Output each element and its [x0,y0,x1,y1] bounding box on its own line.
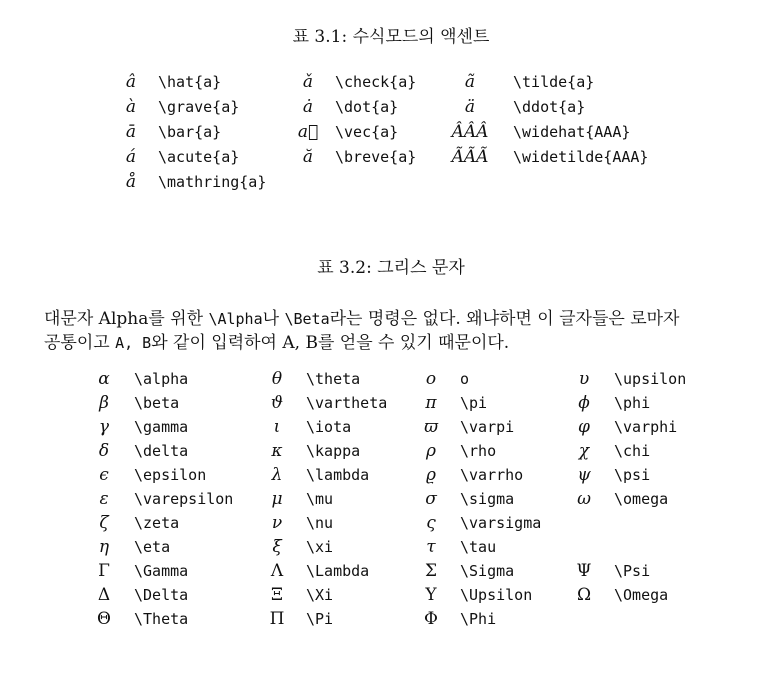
latex-command: \widetilde{AAA} [513,148,649,166]
math-symbol: ã [464,72,476,92]
math-symbol: κ [271,441,283,461]
table-row [0,171,782,193]
latex-command: \rho [460,442,497,460]
math-symbol: δ [98,441,110,461]
latex-command: \eta [134,538,171,556]
latex-command: \Phi [460,610,497,628]
latex-command: \dot{a} [335,98,399,116]
latex-command: \pi [460,394,488,412]
latex-command: \beta [134,394,180,412]
math-symbol: γ [98,417,110,437]
math-symbol: å [125,172,137,192]
paragraph-text: 라는 명령은 없다. 왜냐하면 이 글자들은 로마자 [329,309,680,329]
latex-command: \mathring{a} [158,173,267,191]
latex-command: \vartheta [306,394,388,412]
paragraph-code: \Beta [284,310,330,328]
table-row [0,608,782,630]
latex-command: \varepsilon [134,490,234,508]
math-symbol: λ [271,465,283,485]
math-symbol: ϱ [426,465,436,485]
latex-command: \Xi [306,586,334,604]
math-symbol: ϖ [424,417,438,437]
math-symbol: Δ [97,585,111,605]
math-symbol: a⃗ [297,122,319,142]
math-symbol: σ [425,489,437,509]
table-row [0,71,782,93]
latex-command: \Sigma [460,562,515,580]
latex-command: \Gamma [134,562,189,580]
latex-command: \varphi [614,418,678,436]
latex-command: \Upsilon [460,586,533,604]
paragraph [44,307,744,355]
math-symbol: μ [271,489,283,509]
paragraph-code: \Alpha [208,310,263,328]
latex-command: \upsilon [614,370,687,388]
latex-command: \epsilon [134,466,207,484]
latex-command: \tilde{a} [513,73,595,91]
latex-command: \alpha [134,370,189,388]
latex-command: \Pi [306,610,334,628]
math-symbol: χ [578,441,590,461]
math-symbol: Π [269,609,285,629]
latex-command: \ddot{a} [513,98,586,116]
math-symbol: Σ [424,561,438,581]
math-symbol: ψ [577,465,591,485]
math-symbol: η [98,537,110,557]
table-row [0,416,782,438]
latex-command: \varsigma [460,514,542,532]
paragraph-text: 와 같이 입력하여 A, B를 얻을 수 있기 때문이다. [151,333,510,353]
table-row [0,440,782,462]
latex-command: \xi [306,538,334,556]
table-row [0,368,782,390]
math-symbol: ω [577,489,591,509]
latex-command: \Theta [134,610,189,628]
latex-command: \Lambda [306,562,370,580]
math-symbol: ι [273,417,281,437]
latex-command: \hat{a} [158,73,222,91]
table-row [0,488,782,510]
latex-command: \breve{a} [335,148,417,166]
latex-command: \vec{a} [335,123,399,141]
latex-command: \lambda [306,466,370,484]
table-row [0,584,782,606]
latex-command: \tau [460,538,497,556]
latex-command: \gamma [134,418,189,436]
math-symbol: ν [271,513,283,533]
latex-command: \nu [306,514,334,532]
table-row [0,146,782,168]
math-symbol: á [125,147,137,167]
math-symbol: ǎ [302,72,314,92]
math-symbol: ς [426,513,436,533]
math-symbol: Φ [424,609,438,629]
table-row [0,96,782,118]
math-symbol: à [125,97,137,117]
latex-command: \theta [306,370,361,388]
latex-command: \check{a} [335,73,417,91]
math-symbol: ÂÂÂ [451,122,489,142]
math-symbol: ζ [99,513,109,533]
math-symbol: ε [99,489,109,509]
table-caption: 표 3.1: 수식모드의 액센트 [292,27,490,47]
latex-command: \acute{a} [158,148,240,166]
latex-command: \varrho [460,466,524,484]
latex-command: \widehat{AAA} [513,123,631,141]
math-symbol: ϕ [578,393,590,413]
math-symbol: ă [302,147,314,167]
latex-command: \chi [614,442,651,460]
math-symbol: ϵ [99,465,109,485]
latex-command: \Delta [134,586,189,604]
latex-command: \Omega [614,586,669,604]
paragraph-text: 공통이고 [44,333,116,353]
math-symbol: ξ [272,537,282,557]
latex-command: \kappa [306,442,361,460]
latex-command: \psi [614,466,651,484]
math-symbol: o [425,369,437,389]
paragraph-text: 대문자 Alpha를 위한 [44,309,209,329]
table-row [0,560,782,582]
math-symbol: ÃÃÃ [451,147,489,167]
paragraph-code: A, B [115,334,152,352]
table-row [0,464,782,486]
latex-command: \varpi [460,418,515,436]
math-symbol: υ [578,369,590,389]
math-symbol: θ [271,369,283,389]
latex-command: \mu [306,490,334,508]
math-symbol: α [98,369,110,389]
math-symbol: π [425,393,437,413]
math-symbol: β [99,393,109,413]
table-row [0,121,782,143]
latex-command: \omega [614,490,669,508]
table-row [0,392,782,414]
latex-command: \sigma [460,490,515,508]
latex-command: \phi [614,394,651,412]
latex-command: \grave{a} [158,98,240,116]
math-symbol: Ω [576,585,592,605]
math-symbol: Ψ [576,561,592,581]
math-symbol: ρ [426,441,436,461]
latex-command: \iota [306,418,352,436]
math-symbol: ϑ [270,393,284,413]
math-symbol: ȧ [302,97,314,117]
latex-command: o [460,370,470,388]
math-symbol: Γ [98,561,110,581]
paragraph-text: 나 [262,309,285,329]
table-row [0,536,782,558]
math-symbol: Θ [97,609,111,629]
latex-command: \bar{a} [158,123,222,141]
math-symbol: ā [125,122,137,142]
latex-command: \Psi [614,562,651,580]
table-row [0,512,782,534]
latex-command: \zeta [134,514,180,532]
math-symbol: â [125,72,137,92]
math-symbol: Υ [425,585,437,605]
math-symbol: ä [464,97,476,117]
latex-command: \delta [134,442,189,460]
math-symbol: τ [426,537,436,557]
table-caption: 표 3.2: 그리스 문자 [317,258,465,278]
math-symbol: Ξ [271,585,283,605]
math-symbol: φ [578,417,590,437]
math-symbol: Λ [270,561,284,581]
